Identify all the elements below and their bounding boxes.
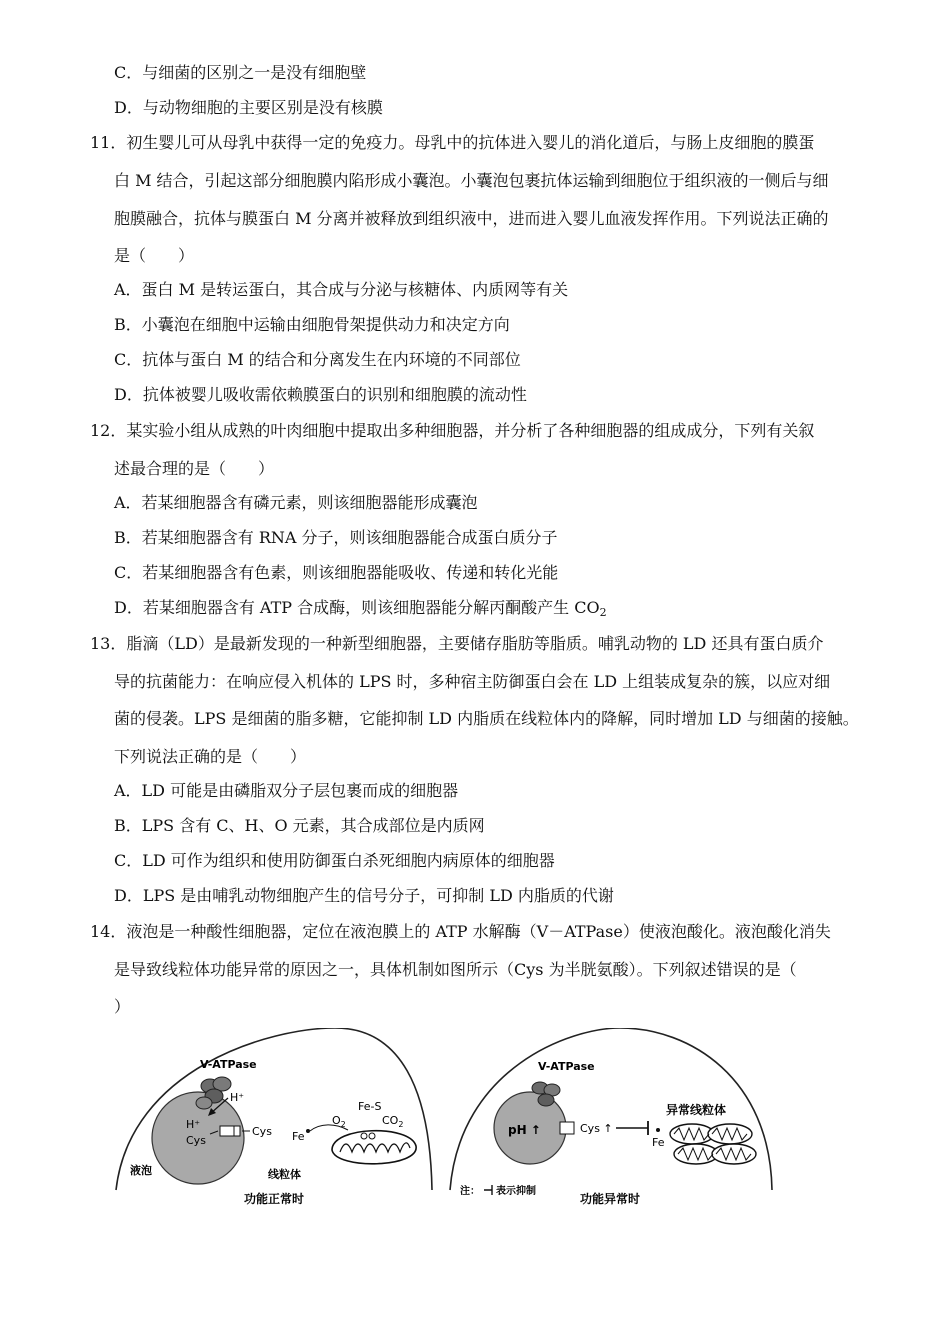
cys-out-label: Cys (252, 1125, 272, 1138)
cys-in-label: Cys (186, 1134, 206, 1147)
vacuole-label: 液泡 (130, 1164, 152, 1177)
o2-label (332, 1114, 346, 1129)
q12-stem-line1: 12．某实验小组从成熟的叶肉细胞中提取出多种细胞器，并分析了各种细胞器的组成成分，下列有关叙 (90, 421, 815, 440)
q11-option-a: A．蛋白 M 是转运蛋白，其合成与分泌与核糖体、内质网等有关 (114, 280, 569, 299)
vatpase-label-left: V-ATPase (200, 1058, 257, 1071)
fe-label-right: Fe (652, 1136, 665, 1149)
abnormal-mito-label: 异常线粒体 (666, 1103, 727, 1117)
q12-option-c: C．若某细胞器含有色素，则该细胞器能吸收、传递和转化光能 (114, 563, 559, 582)
fe-dot-right (656, 1128, 660, 1132)
q11-option-b: B．小囊泡在细胞中运输由细胞骨架提供动力和决定方向 (114, 315, 510, 334)
fes-label: Fe-S (358, 1100, 382, 1113)
q13-option-c: C．LD 可作为组织和使用防御蛋白杀死细胞内病原体的细胞器 (114, 851, 555, 870)
q14-stem-line2: 是导致线粒体功能异常的原因之一，具体机制如图所示（Cys 为半胱氨酸）。下列叙述错误的是（ (114, 960, 797, 979)
vatpase-label-right: V-ATPase (538, 1060, 595, 1073)
abnormal-panel (450, 1028, 772, 1206)
fe-dot-left (306, 1129, 310, 1133)
note-label: 注： (460, 1186, 480, 1197)
note-text: 表示抑制 (496, 1186, 536, 1197)
ph-label: pH ↑ (508, 1123, 541, 1137)
fes-cluster-icon (361, 1133, 367, 1139)
fes-cluster-icon-2 (369, 1133, 375, 1139)
q14-stem-line3: ） (114, 997, 131, 1016)
transporter-right-icon (560, 1122, 574, 1134)
transporter-left-cap (234, 1126, 240, 1136)
normal-panel (116, 1028, 432, 1206)
q11-stem-line1: 11．初生婴儿可从母乳中获得一定的免疫力。母乳中的抗体进入婴儿的消化道后，与肠上皮细胞的膜蛋 (90, 133, 815, 152)
q11-stem-line3: 胞膜融合，抗体与膜蛋白 M 分离并被释放到组织液中，进而进入婴儿血液发挥作用。下列说法正确的 (114, 209, 829, 228)
q12-stem-line2: 述最合理的是（ ） (114, 459, 275, 478)
fe-label-left: Fe (292, 1130, 305, 1143)
option-c-prev: C．与细菌的区别之一是没有细胞壁 (114, 63, 367, 82)
h-plus-out-label: H⁺ (230, 1091, 245, 1104)
normal-caption: 功能正常时 (244, 1192, 305, 1206)
note-inhibit-symbol (484, 1185, 492, 1195)
q13-option-d: D．LPS 是由哺乳动物细胞产生的信号分子，可抑制 LD 内脂质的代谢 (114, 886, 614, 905)
q13-option-a: A．LD 可能是由磷脂双分子层包裹而成的细胞器 (114, 781, 459, 800)
q11-option-d: D．抗体被婴儿吸收需依赖膜蛋白的识别和细胞膜的流动性 (114, 385, 527, 404)
q13-option-b: B．LPS 含有 C、H、O 元素，其合成部位是内质网 (114, 816, 485, 835)
co2-text: CO (382, 1114, 399, 1127)
q13-stem-line4: 下列说法正确的是（ ） (114, 747, 307, 766)
q12-option-b: B．若某细胞器含有 RNA 分子，则该细胞器能合成蛋白质分子 (114, 528, 558, 547)
mito-label: 线粒体 (268, 1168, 301, 1181)
q13-stem-line1: 13．脂滴（LD）是最新发现的一种新型细胞器，主要储存脂肪等脂质。哺乳动物的 LD 还具有蛋白质介 (90, 634, 824, 653)
abnormal-caption: 功能异常时 (580, 1192, 641, 1206)
q13-stem-line2: 导的抗菌能力：在响应侵入机体的 LPS 时，多种宿主防御蛋白会在 LD 上组装成复杂的簇，以应对细 (114, 672, 831, 691)
cys-up-label: Cys ↑ (580, 1122, 613, 1135)
q12-option-d (114, 598, 607, 618)
co2-sub: 2 (398, 1120, 404, 1129)
q14-stem-line1: 14．液泡是一种酸性细胞器，定位在液泡膜上的 ATP 水解酶（V－ATPase）使液泡酸化。液泡酸化消失 (90, 922, 831, 941)
co2-label (382, 1114, 403, 1129)
transporter-left-icon (220, 1126, 234, 1136)
h-plus-in-label: H⁺ (186, 1118, 201, 1131)
q12-option-d-text: D．若某细胞器含有 ATP 合成酶，则该细胞器能分解丙酮酸产生 CO (114, 598, 600, 617)
abnormal-mitochondria-icon (670, 1124, 756, 1164)
option-d-prev: D．与动物细胞的主要区别是没有核膜 (114, 98, 383, 117)
q13-stem-line3: 菌的侵袭。LPS 是细菌的脂多糖，它能抑制 LD 内脂质在线粒体内的降解，同时增加 LD 与细菌的接触。 (114, 709, 859, 728)
q11-stem-line4: 是（ ） (114, 246, 195, 265)
q12-option-a: A．若某细胞器含有磷元素，则该细胞器能形成囊泡 (114, 493, 478, 512)
o2-sub: 2 (340, 1120, 346, 1129)
o2-text: O (332, 1114, 341, 1127)
q11-option-c: C．抗体与蛋白 M 的结合和分离发生在内环境的不同部位 (114, 350, 521, 369)
q11-stem-line2: 白 M 结合，引起这部分细胞膜内陷形成小囊泡。小囊泡包裹抗体运输到细胞位于组织液的一侧后与细 (114, 171, 829, 190)
mechanism-figure (110, 1028, 790, 1213)
q12-option-d-subscript: 2 (599, 606, 607, 619)
